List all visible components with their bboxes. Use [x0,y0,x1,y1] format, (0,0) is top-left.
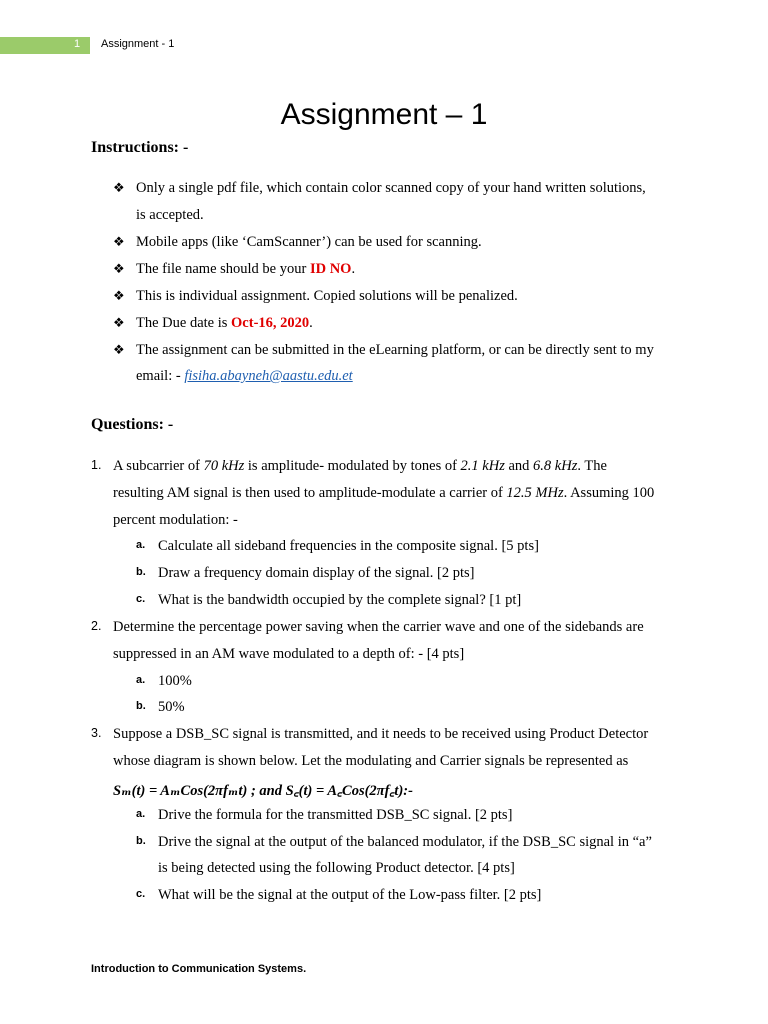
question-1-line-3: percent modulation: - [113,512,238,528]
diamond-star-icon: ❖ [113,288,125,303]
diamond-star-icon: ❖ [113,261,125,276]
id-no-highlight: ID NO [309,261,352,277]
document-title: Assignment – 1 [280,98,488,131]
question-3b-continuation: is being detected using the following Product detector. [4 pts] [158,860,515,876]
page-number: 1 [74,38,81,50]
due-date-highlight: Oct-16, 2020 [231,315,310,331]
questions-heading: Questions: - [91,416,174,433]
diamond-star-icon: ❖ [113,180,125,195]
signal-formula: Sₘ(t) = AₘCos(2πfₘt) ; and S꜀(t) = A꜀Cos(2πf꜀t):- [113,783,413,799]
diamond-star-icon: ❖ [113,234,125,249]
question-3-line-2: whose diagram is shown below. Let the modulating and Carrier signals be represented as [113,753,629,769]
email-link[interactable]: fisiha.abayneh@aastu.edu.et [184,368,353,384]
question-1-line-2: resulting AM signal is then used to amplitude-modulate a carrier of 12.5 MHz. Assuming 100 [113,485,655,501]
diamond-star-icon: ❖ [113,342,125,357]
page-header [0,37,768,54]
header-title: Assignment - 1 [101,38,175,50]
diamond-star-icon: ❖ [113,315,125,330]
instructions-heading: Instructions: - [91,139,189,156]
bullet-6-continuation: email: - fisiha.abayneh@aastu.edu.et [136,368,353,384]
question-2-line-2: suppressed in an AM wave modulated to a depth of: - [4 pts] [113,646,465,662]
page-footer: Introduction to Communication Systems. [91,963,307,975]
bullet-1-continuation: is accepted. [136,207,204,223]
